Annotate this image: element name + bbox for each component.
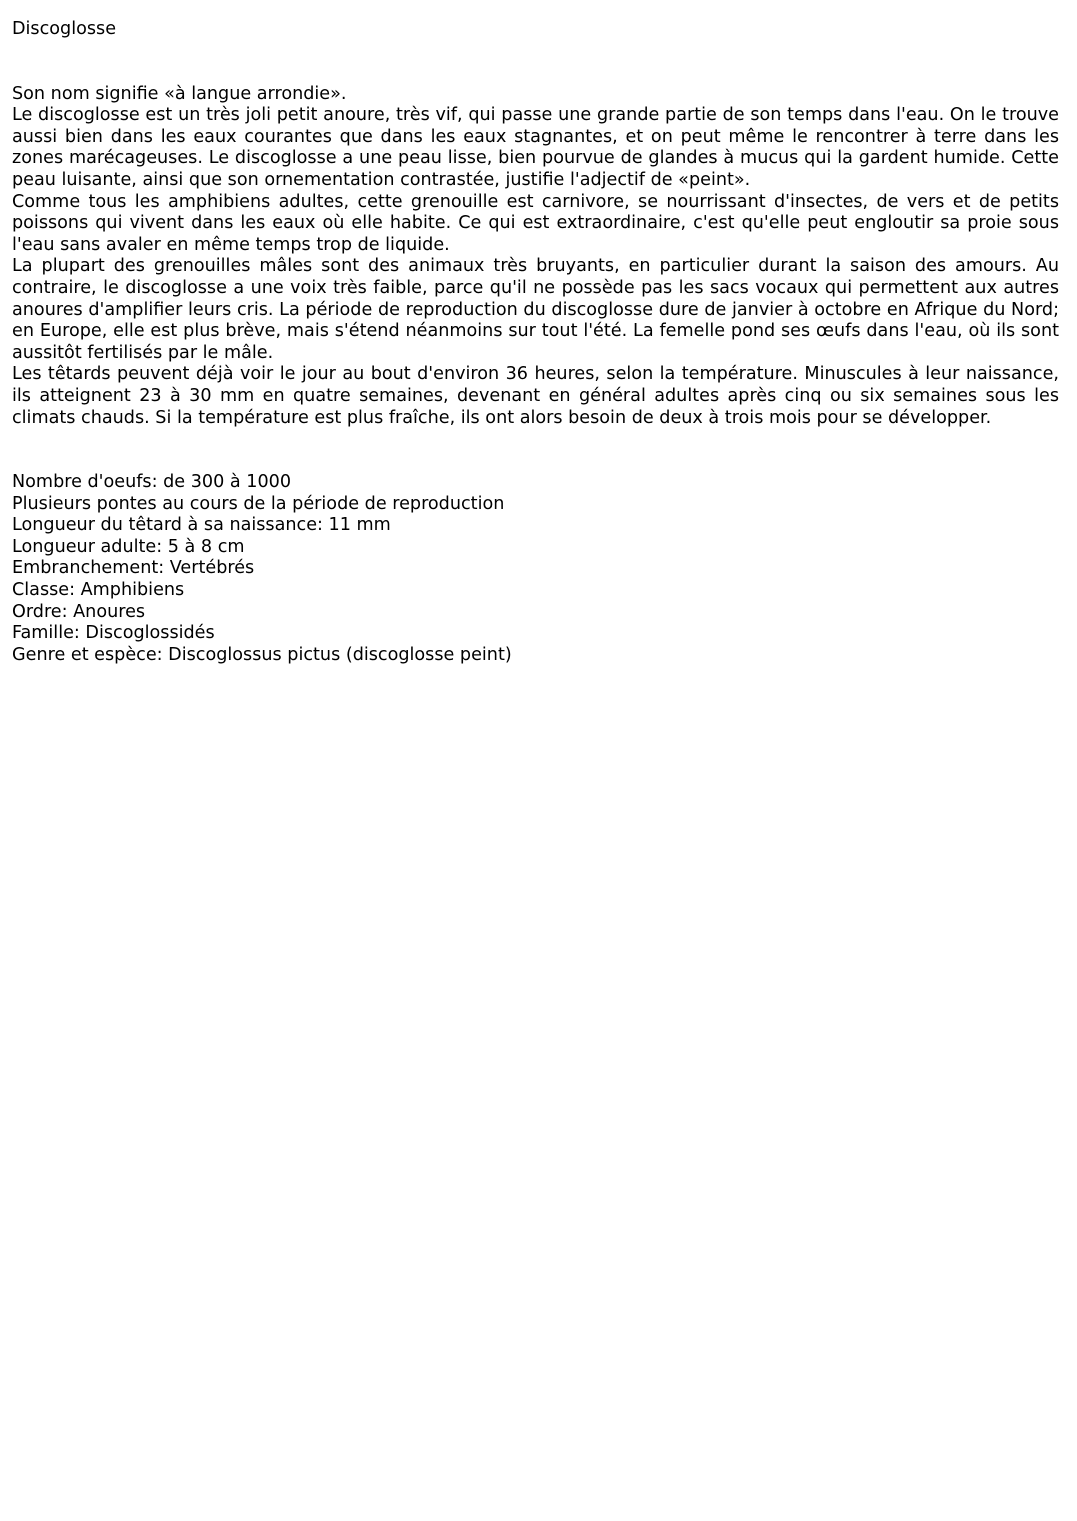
fact-class: Classe: Amphibiens [12,580,185,601]
fact-egg-count: Nombre d'oeufs: de 300 à 1000 [12,472,292,493]
intro-line: Son nom signifie «à langue arrondie». [12,83,347,104]
description-block [12,84,1059,430]
fact-tadpole-length: Longueur du têtard à sa naissance: 11 mm [12,515,391,536]
fact-species: Genre et espèce: Discoglossus pictus (discoglosse peint) [12,644,512,665]
fact-order: Ordre: Anoures [12,601,146,622]
document-page [12,19,1059,666]
fact-family: Famille: Discoglossidés [12,623,215,644]
paragraph-tadpoles: Les têtards peuvent déjà voir le jour au bout d'environ 36 heures, selon la température. Minuscules à leur naissance, ils atteignent 23 à 30 mm en quatre semaines, devenant en général adultes après cinq ou six semaines sous les climats chauds. Si la température est plus fraîche, ils ont alors besoin de deux à trois mois pour se développer. [12,364,1059,428]
paragraph-habitat: Le discoglosse est un très joli petit anoure, très vif, qui passe une grande partie de son temps dans l'eau. On le trouve aussi bien dans les eaux courantes que dans les eaux stagnantes, et on peut même le rencontrer à terre dans les zones marécageuses. Le discoglosse a une peau lisse, bien pourvue de glandes à mucus qui la gardent humide. Cette peau luisante, ainsi que son ornementation contrastée, justifie l'adjectif de «peint». [12,105,1059,190]
document-title: Discoglosse [12,19,117,39]
paragraph-reproduction: La plupart des grenouilles mâles sont des animaux très bruyants, en particulier durant la saison des amours. Au contraire, le discoglosse a une voix très faible, parce qu'il ne possède pas les sacs vocaux qui permettent aux autres anoures d'amplifier leurs cris. La période de reproduction du discoglosse dure de janvier à octobre en Afrique du Nord; en Europe, elle est plus brève, mais s'étend néanmoins sur tout l'été. La femelle pond ses œufs dans l'eau, où ils sont aussitôt fertilisés par le mâle. [12,256,1059,363]
paragraph-diet: Comme tous les amphibiens adultes, cette grenouille est carnivore, se nourrissant d'insectes, de vers et de petits poissons qui vivent dans les eaux où elle habite. Ce qui est extraordinaire, c'est qu'elle peut engloutir sa proie sous l'eau sans avaler en même temps trop de liquide. [12,191,1059,255]
fact-phylum: Embranchement: Vertébrés [12,558,255,579]
fact-spawning: Plusieurs pontes au cours de la période de reproduction [12,493,505,514]
facts-list [12,472,1059,666]
fact-adult-length: Longueur adulte: 5 à 8 cm [12,536,245,557]
